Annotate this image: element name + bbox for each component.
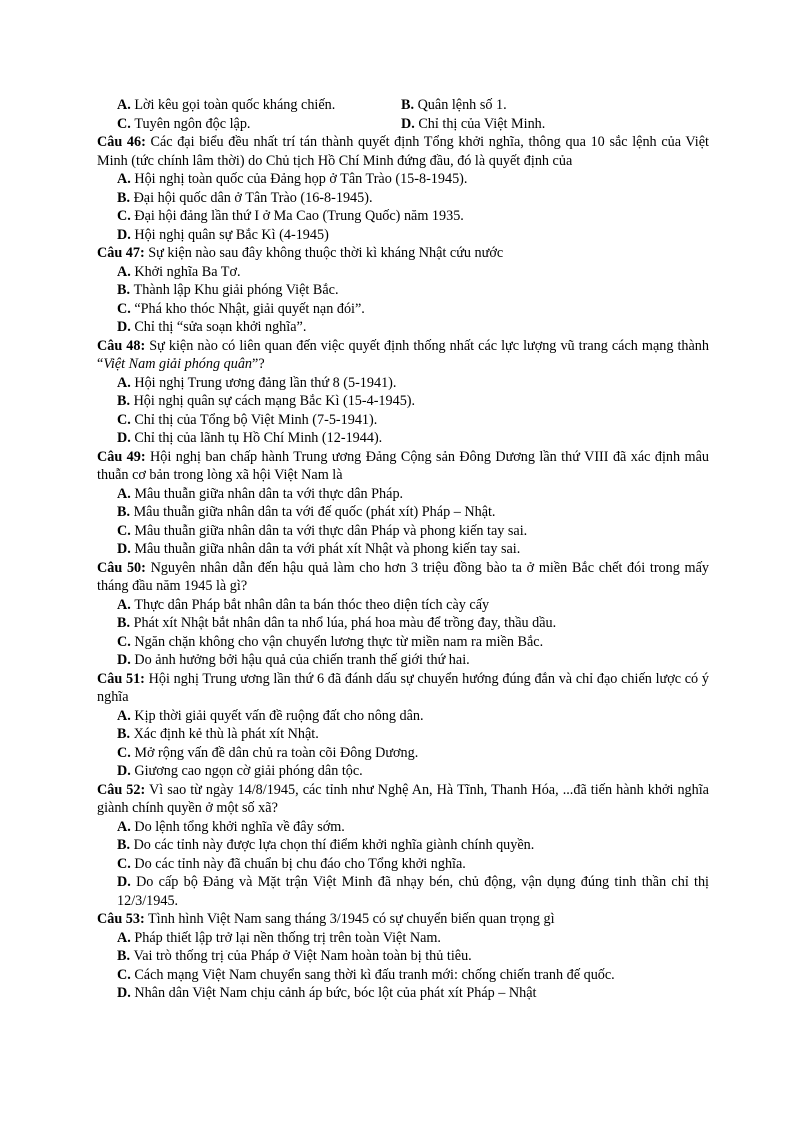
question-body: Tình hình Việt Nam sang tháng 3/1945 có sự chuyển biến quan trọng gì: [144, 911, 555, 927]
option-text: Chỉ thị của lãnh tụ Hồ Chí Minh (12-1944).: [134, 430, 383, 446]
option-letter: C.: [117, 633, 135, 650]
option-letter: C.: [117, 208, 135, 224]
option-letter: B.: [117, 615, 134, 631]
option-letter: B.: [117, 282, 134, 298]
option-letter: D.: [117, 763, 135, 779]
option-letter: D.: [117, 541, 135, 557]
answer-option: [97, 596, 709, 615]
option-letter: A.: [117, 374, 135, 391]
option-letter: B.: [117, 504, 134, 520]
answer-option: [97, 374, 709, 393]
option-letter: C.: [117, 744, 135, 761]
option-letter: A.: [117, 485, 135, 502]
option-letter: C.: [117, 411, 135, 428]
document-page: [97, 96, 709, 1003]
question-text: [97, 133, 709, 170]
question-text: [97, 781, 709, 818]
answer-option: [97, 318, 709, 337]
question-body: Các đại biểu đều nhất trí tán thành quyết định Tổng khởi nghĩa, thông qua 10 sắc lệnh của Việt Minh (tức chính lâm thời) do Chủ tịch Hồ Chí Minh đứng đầu, đó là quyết định của: [97, 134, 709, 169]
option-text: “Phá kho thóc Nhật, giải quyết nạn đói”.: [134, 300, 365, 317]
option-text: Mâu thuẫn giữa nhân dân ta với đế quốc (phát xít) Pháp – Nhật.: [133, 504, 496, 520]
answer-option: [97, 207, 709, 226]
answer-option: [97, 485, 709, 504]
answer-option: [97, 651, 709, 670]
option-text: Pháp thiết lập trở lại nền thống trị trên toàn Việt Nam.: [134, 929, 441, 946]
question-body: Vì sao từ ngày 14/8/1945, các tỉnh như Nghệ An, Hà Tĩnh, Thanh Hóa, ...đã tiến hành khởi nghĩa giành chính quyền ở một số xã?: [97, 781, 709, 816]
answer-option: [97, 189, 709, 208]
option-c: C. Tuyên ngôn độc lập.: [117, 115, 251, 132]
question-label: Câu 46:: [97, 134, 146, 150]
answer-option: [97, 966, 709, 985]
answer-option: [97, 633, 709, 652]
question-text: [97, 910, 709, 929]
question-list: [97, 133, 709, 1003]
question-body-end: ”?: [252, 356, 265, 372]
option-letter: A.: [117, 818, 135, 835]
question-body: Hội nghị ban chấp hành Trung ương Đảng Cộng sản Đông Dương lần thứ VIII đã xác định mâu thuẫn cơ bản trong lòng xã hội Việt Nam là: [97, 448, 709, 483]
question-body: Sự kiện nào có liên quan đến việc quyết định thống nhất các lực lượng vũ trang cách mạng thành “: [97, 337, 709, 372]
answer-option: [97, 836, 709, 855]
option-row: [97, 96, 709, 115]
question-block: [97, 559, 709, 670]
option-a: A. Lời kêu gọi toàn quốc kháng chiến.: [117, 97, 336, 113]
option-text: Do các tỉnh này đã chuẩn bị chu đáo cho Tổng khởi nghĩa.: [134, 855, 466, 872]
option-letter: B.: [117, 393, 134, 409]
option-text: Mâu thuẫn giữa nhân dân ta với thực dân Pháp và phong kiến tay sai.: [134, 522, 528, 539]
option-letter: A.: [117, 263, 135, 280]
option-text: Mâu thuẫn giữa nhân dân ta với phát xít Nhật và phong kiến tay sai.: [134, 541, 521, 557]
option-text: Xác định kẻ thù là phát xít Nhật.: [133, 726, 319, 742]
question-block: [97, 910, 709, 1003]
answer-option: [97, 725, 709, 744]
option-letter: D.: [117, 319, 135, 335]
option-text: Thành lập Khu giải phóng Việt Bắc.: [133, 282, 339, 298]
question-body: Hội nghị Trung ương lần thứ 6 đã đánh dấu sự chuyển hướng đúng đắn và chỉ đạo chiến lược có ý nghĩa: [97, 670, 709, 705]
option-text: Mâu thuẫn giữa nhân dân ta với thực dân Pháp.: [134, 485, 404, 502]
option-text: Mở rộng vấn đề dân chủ ra toàn cõi Đông Dương.: [134, 744, 419, 761]
option-letter: B.: [117, 189, 134, 206]
option-letter: B.: [117, 837, 134, 853]
answer-option: [97, 947, 709, 966]
option-letter: D.: [117, 874, 137, 890]
option-text: Hội nghị quân sự Bắc Kì (4-1945): [134, 226, 329, 243]
option-letter: D.: [117, 226, 135, 243]
option-letter: D.: [117, 430, 135, 446]
question-body: Nguyên nhân dẫn đến hậu quả làm cho hơn 3 triệu đồng bào ta ở miền Bắc chết đói trong mấy tháng đầu năm 1945 là gì?: [97, 559, 709, 594]
answer-option: [97, 411, 709, 430]
answer-option: [97, 929, 709, 948]
option-letter: C.: [117, 966, 135, 983]
option-text: Do cấp bộ Đảng và Mặt trận Việt Minh đã nhạy bén, chủ động, vận dụng đúng tinh thần chỉ thị 12/3/1945.: [117, 874, 709, 909]
option-text: Ngăn chặn không cho vận chuyển lương thực từ miền nam ra miền Bắc.: [134, 633, 544, 650]
answer-option: [97, 614, 709, 633]
question-block: [97, 337, 709, 448]
question-block: [97, 133, 709, 244]
option-letter: B.: [117, 726, 134, 742]
answer-option: [97, 429, 709, 448]
option-letter: A.: [117, 707, 135, 724]
option-text: Thực dân Pháp bắt nhân dân ta bán thóc theo diện tích cày cấy: [134, 596, 490, 613]
question-block: [97, 670, 709, 781]
question-label: Câu 51:: [97, 670, 145, 687]
answer-option: [97, 300, 709, 319]
option-text: Kịp thời giải quyết vấn đề ruộng đất cho nông dân.: [134, 707, 424, 724]
question-italic: Việt Nam giải phóng quân: [103, 356, 253, 372]
option-text: Hội nghị toàn quốc của Đảng họp ở Tân Trào (15-8-1945).: [134, 171, 468, 187]
answer-option: [97, 170, 709, 189]
answer-option: [97, 873, 709, 910]
option-letter: D.: [117, 985, 135, 1001]
answer-option: [97, 503, 709, 522]
option-text: Do lệnh tổng khởi nghĩa về đây sớm.: [134, 818, 345, 835]
option-letter: C.: [117, 300, 135, 317]
option-letter: C.: [117, 522, 135, 539]
answer-option: [97, 762, 709, 781]
question-text: [97, 244, 709, 263]
question-label: Câu 49:: [97, 448, 146, 465]
option-d: D. Chỉ thị của Việt Minh.: [401, 115, 546, 132]
answer-option: [97, 263, 709, 282]
answer-option: [97, 540, 709, 559]
option-text: Giương cao ngọn cờ giải phóng dân tộc.: [134, 763, 363, 779]
option-text: Vai trò thống trị của Pháp ở Việt Nam hoàn toàn bị thủ tiêu.: [133, 948, 472, 964]
question-body: Sự kiện nào sau đây không thuộc thời kì kháng Nhật cứu nước: [144, 245, 504, 261]
option-row: [97, 115, 709, 134]
question-text: [97, 448, 709, 485]
question-label: Câu 48:: [97, 337, 146, 354]
answer-option: [97, 707, 709, 726]
option-text: Chỉ thị “sửa soạn khởi nghĩa”.: [134, 319, 307, 335]
option-letter: B.: [117, 948, 134, 964]
option-text: Đại hội quốc dân ở Tân Trào (16-8-1945).: [133, 189, 373, 206]
question-block: [97, 244, 709, 337]
option-text: Do ảnh hưởng bởi hậu quả của chiến tranh thế giới thứ hai.: [134, 652, 470, 668]
option-b: B. Quân lệnh số 1.: [401, 97, 507, 113]
question-label: Câu 50:: [97, 559, 146, 576]
option-letter: A.: [117, 596, 135, 613]
option-text: Khởi nghĩa Ba Tơ.: [134, 263, 241, 280]
answer-option: [97, 392, 709, 411]
option-letter: D.: [117, 652, 135, 668]
option-text: Hội nghị quân sự cách mạng Bắc Kì (15-4-1945).: [133, 393, 416, 409]
option-text: Do các tỉnh này được lựa chọn thí điểm khởi nghĩa giành chính quyền.: [133, 837, 535, 853]
question-label: Câu 47:: [97, 245, 145, 261]
option-text: Hội nghị Trung ương đảng lần thứ 8 (5-1941).: [134, 374, 397, 391]
answer-option: [97, 818, 709, 837]
question-text: [97, 670, 709, 707]
question-block: [97, 448, 709, 559]
answer-option: [97, 281, 709, 300]
question-label: Câu 53:: [97, 911, 145, 927]
option-text: Đại hội đảng lần thứ I ở Ma Cao (Trung Quốc) năm 1935.: [134, 208, 464, 224]
question-block: [97, 781, 709, 911]
option-text: Nhân dân Việt Nam chịu cảnh áp bức, bóc lột của phát xít Pháp – Nhật: [134, 985, 537, 1001]
question-label: Câu 52:: [97, 781, 146, 798]
answer-option: [97, 522, 709, 541]
option-text: Cách mạng Việt Nam chuyển sang thời kì đấu tranh mới: chống chiến tranh đế quốc.: [134, 966, 615, 983]
question-text: [97, 559, 709, 596]
option-letter: A.: [117, 929, 135, 946]
answer-option: [97, 855, 709, 874]
answer-option: [97, 984, 709, 1003]
option-letter: C.: [117, 855, 135, 872]
option-text: Chỉ thị của Tổng bộ Việt Minh (7-5-1941).: [134, 411, 378, 428]
answer-option: [97, 226, 709, 245]
option-text: Phát xít Nhật bắt nhân dân ta nhổ lúa, phá hoa màu để trồng đay, thầu dầu.: [133, 615, 557, 631]
answer-option: [97, 744, 709, 763]
question-text: [97, 337, 709, 374]
option-letter: A.: [117, 171, 135, 187]
